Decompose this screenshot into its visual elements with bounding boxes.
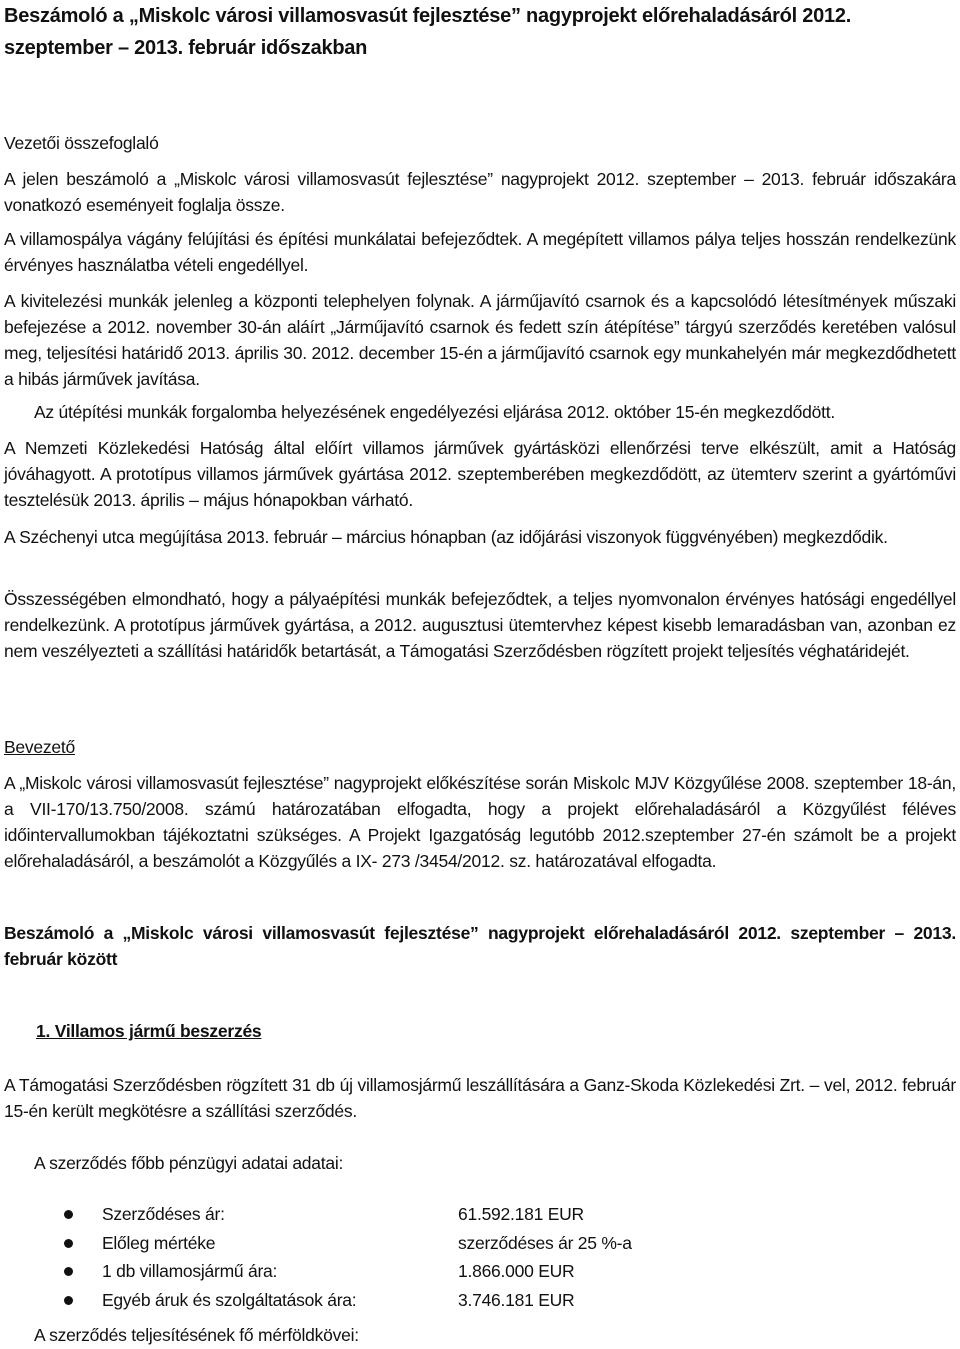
summary-paragraph-6: A Széchenyi utca megújítása 2013. február – március hónapban (az időjárási viszonyok függvényében) megkezdődik. [4,527,888,547]
section-1-paragraph-1: A Támogatási Szerződésben rögzített 31 db új villamosjármű leszállítására a Ganz-Skoda Közlekedési Zrt. – vel, 2012. február 15-én került megkötésre a szállítási szerződés. [4,1075,956,1121]
summary-paragraph-4: Az útépítési munkák forgalomba helyezésének engedélyezési eljárása 2012. október 15-én megkezdődött. [34,402,835,422]
summary-paragraph-5: A Nemzeti Közlekedési Hatóság által előírt villamos járművek gyártásközi ellenőrzési terve elkészült, amit a Hatóság jóváhagyott. A prototípus villamos járművek gyártása 2012. szeptemberében megkezdődött, az ütemterv szerint a gyártóművi tesztelésük 2013. április – május hónapokban várható. [4,438,956,510]
summary-paragraph-7: Összességében elmondható, hogy a pályaépítési munkák befejeződtek, a teljes nyomvonalon érvényes hatósági engedéllyel rendelkezünk. A prototípus járművek gyártása, a 2012. augusztusi ütemtervhez képest kisebb lemaradásban van, azonban ez nem veszélyezteti a szállítási határidők betartását, a Támogatási Szerződésben rögzített projekt teljesítés véghatáridejét. [4,589,956,661]
report-heading: Beszámoló a „Miskolc városi villamosvasút fejlesztése” nagyprojekt előrehaladásáról 2012. szeptember – 2013. február között [4,923,956,969]
summary-paragraph-3: A kivitelezési munkák jelenleg a központi telephelyen folynak. A járműjavító csarnok és a kapcsolódó létesítmények műszaki befejezése a 2012. november 30-án aláírt „Járműjavító csarnok és fedett szín átépítése” tárgyú szerződés keretében valósul meg, teljesítési határidő 2013. április 30. 2012. december 15-én a járműjavító csarnok egy munkahelyén már megkezdődhetett a hibás járművek javítása. [4,291,956,389]
intro-heading: Bevezető [4,737,75,757]
bullet-icon [64,1239,73,1248]
section-1-paragraph-2: A szerződés főbb pénzügyi adatai adatai: [34,1153,344,1173]
finance-list [60,1200,760,1314]
document-title: Beszámoló a „Miskolc városi villamosvasút fejlesztése” nagyprojekt előrehaladásáról 2012. szeptember – 2013. február időszakban [4,5,852,59]
summary-paragraph-1: A jelen beszámoló a „Miskolc városi villamosvasút fejlesztése” nagyprojekt 2012. szeptember – 2013. február időszakára vonatkozó eseményeit foglalja össze. [4,169,956,215]
finance-item-label: Szerződéses ár: [102,1204,225,1224]
bullet-icon [64,1267,73,1276]
bullet-icon [64,1210,73,1219]
milestones-label: A szerződés teljesítésének fő mérföldkövei: [34,1325,359,1345]
finance-item [60,1200,760,1229]
finance-item [60,1229,760,1258]
finance-item-value: szerződéses ár 25 %-a [458,1232,632,1253]
section-1-heading: 1. Villamos jármű beszerzés [36,1021,262,1041]
finance-item-label: Egyéb áruk és szolgáltatások ára: [102,1289,357,1310]
finance-item-value: 61.592.181 EUR [458,1204,584,1224]
finance-item [60,1257,760,1286]
finance-item-label: Előleg mértéke [102,1232,216,1253]
finance-item-value: 3.746.181 EUR [458,1289,575,1310]
summary-paragraph-2: A villamospálya vágány felújítási és építési munkálatai befejeződtek. A megépített villamos pálya teljes hosszán rendelkezünk érvényes használatba vételi engedéllyel. [4,229,956,275]
intro-paragraph: A „Miskolc városi villamosvasút fejlesztése” nagyprojekt előkészítése során Miskolc MJV Közgyűlése 2008. szeptember 18-án, a VII-170/13.750/2008. számú határozatában elfogadta, hogy a projekt előrehaladásáról a Közgyűlést féléves időintervallumokban tájékoztatni szükséges. A Projekt Igazgatóság legutóbb 2012.szeptember 27-én számolt be a projekt előrehaladásáról, a beszámolót a Közgyűlés a IX- 273 /3454/2012. sz. határozatával elfogadta. [4,773,956,871]
bullet-icon [64,1296,73,1305]
finance-item [60,1286,760,1315]
summary-heading: Vezetői összefoglaló [4,133,159,153]
finance-item-value: 1.866.000 EUR [458,1261,575,1281]
finance-item-label: 1 db villamosjármű ára: [102,1261,278,1281]
